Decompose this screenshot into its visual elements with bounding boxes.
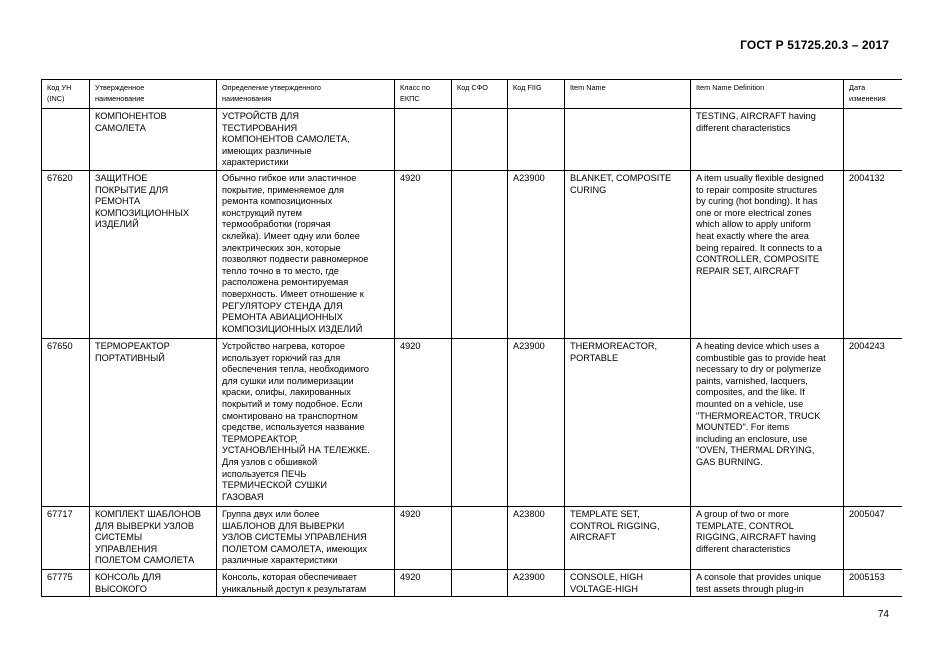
cell-text: КОМПОНЕНТОВ САМОЛЕТА xyxy=(95,111,167,133)
table-row xyxy=(42,170,903,338)
cell-text: ЗАЩИТНОЕ ПОКРЫТИЕ ДЛЯ РЕМОНТА КОМПОЗИЦИОННЫХ ИЗДЕЛИЙ xyxy=(95,172,190,230)
cell-text: 2005153 xyxy=(849,571,885,582)
cell-text: ТЕРМОРЕАКТОР ПОРТАТИВНЫЙ xyxy=(95,340,170,363)
col-header-label: Item Name xyxy=(570,83,606,92)
cell-approved-name xyxy=(90,109,217,171)
cell-sfo-code xyxy=(452,109,508,171)
col-header-label: Определение утвержденного наименования xyxy=(222,83,321,103)
cell-approved-name-definition xyxy=(217,506,395,569)
document-standard-title: ГОСТ Р 51725.20.3 – 2017 xyxy=(740,38,889,52)
cell-text: A23900 xyxy=(513,571,545,582)
cell-text: 67650 xyxy=(47,340,73,351)
cell-text: A23900 xyxy=(513,172,545,183)
col-header-item-name-definition xyxy=(691,80,844,109)
col-header-approved-name-definition xyxy=(217,80,395,109)
cell-text: BLANKET, COMPOSITE CURING xyxy=(570,172,672,195)
cell-ekps-class xyxy=(395,109,452,171)
col-header-sfo-code xyxy=(452,80,508,109)
cell-text: TEMPLATE SET, CONTROL RIGGING, AIRCRAFT xyxy=(570,508,660,543)
catalog-table xyxy=(41,79,902,597)
cell-sfo-code xyxy=(452,506,508,569)
cell-text: 4920 xyxy=(400,172,421,183)
table-row xyxy=(42,506,903,569)
cell-inc xyxy=(42,506,90,569)
cell-item-name xyxy=(565,109,691,171)
cell-inc xyxy=(42,109,90,171)
cell-change-date xyxy=(844,569,903,596)
cell-approved-name xyxy=(90,170,217,338)
cell-text: TESTING, AIRCRAFT having different characteristics xyxy=(696,111,816,133)
cell-item-name-definition xyxy=(691,569,844,596)
cell-inc xyxy=(42,170,90,338)
table-row xyxy=(42,338,903,506)
cell-approved-name-definition xyxy=(217,569,395,596)
cell-text: A group of two or more TEMPLATE, CONTROL RIGGING, AIRCRAFT having different characteristics xyxy=(696,508,816,554)
cell-text: 4920 xyxy=(400,340,421,351)
cell-change-date xyxy=(844,506,903,569)
page-number: 74 xyxy=(877,609,889,620)
cell-text: A heating device which uses a combustible gas to provide heat necessary to dry or polymerize paints, varnished, lacquers, composites, and the like. If mounted on a vehicle, use "THERMOREACTOR, TRUCK MOUNTED". For items including an enclosure, use "OVEN, THERMAL DRYING, GAS BURNING. xyxy=(696,340,826,467)
cell-item-name xyxy=(565,170,691,338)
cell-approved-name xyxy=(90,506,217,569)
col-header-change-date xyxy=(844,80,903,109)
col-header-fiig-code xyxy=(508,80,565,109)
table-row xyxy=(42,569,903,596)
col-header-item-name xyxy=(565,80,691,109)
cell-text: A item usually flexible designed to repair composite structures by curing (hot bonding). It has one or more electrical zones which allow to apply uniform heat exactly where the area being repaired. It connects to a CONTROLLER, COMPOSITE REPAIR SET, AIRCRAFT xyxy=(696,172,824,276)
catalog-table-container xyxy=(41,79,902,597)
cell-ekps-class xyxy=(395,170,452,338)
table-header-row xyxy=(42,80,903,109)
cell-text: A23900 xyxy=(513,340,545,351)
col-header-ekps-class xyxy=(395,80,452,109)
cell-text: УСТРОЙСТВ ДЛЯ ТЕСТИРОВАНИЯ КОМПОНЕНТОВ САМОЛЕТА, имеющих различные характеристики xyxy=(222,111,350,168)
cell-text: КОМПЛЕКТ ШАБЛОНОВ ДЛЯ ВЫВЕРКИ УЗЛОВ СИСТЕМЫ УПРАВЛЕНИЯ ПОЛЕТОМ САМОЛЕТА xyxy=(95,508,201,566)
col-header-label: Код СФО xyxy=(457,83,488,92)
cell-change-date xyxy=(844,170,903,338)
cell-text: Обычно гибкое или эластичное покрытие, применяемое для ремонта композиционных конструкций путем термообработки (горячая склейка). Имеет одну или более электрических зон, которые позволяют подвести равномерное тепло точно в то место, где расположена ремонтируемая поверхность. Имеет отношение к РЕГУЛЯТОРУ СТЕНДА ДЛЯ РЕМОНТА АВИАЦИОННЫХ КОМПОЗИЦИОННЫХ ИЗДЕЛИЙ xyxy=(222,172,369,334)
cell-ekps-class xyxy=(395,569,452,596)
cell-change-date xyxy=(844,109,903,171)
cell-text: Устройство нагрева, которое использует горючий газ для обеспечения тепла, необходимого для сушки или полимеризации краски, олифы, лакированных покрытий и тому подобное. Если смонтировано на транспортном средстве, используется название ТЕРМОРЕАКТОР, УСТАНОВЛЕННЫЙ НА ТЕЛЕЖКЕ. Для узлов с обшивкой используется ПЕЧЬ ТЕРМИЧЕСКОЙ СУШКИ ГАЗОВАЯ xyxy=(222,340,370,502)
cell-fiig-code xyxy=(508,569,565,596)
cell-text: КОНСОЛЬ ДЛЯ ВЫСОКОГО xyxy=(95,571,162,594)
cell-sfo-code xyxy=(452,338,508,506)
col-header-inc xyxy=(42,80,90,109)
col-header-label: Item Name Definition xyxy=(696,83,765,92)
cell-text: Консоль, которая обеспечивает уникальный доступ к результатам xyxy=(222,571,367,594)
cell-text: 2005047 xyxy=(849,508,885,519)
cell-approved-name xyxy=(90,569,217,596)
cell-fiig-code xyxy=(508,506,565,569)
cell-text: 67620 xyxy=(47,172,73,183)
cell-item-name xyxy=(565,506,691,569)
cell-approved-name-definition xyxy=(217,109,395,171)
cell-fiig-code xyxy=(508,170,565,338)
cell-ekps-class xyxy=(395,506,452,569)
cell-text: 67717 xyxy=(47,508,73,519)
cell-text: Группа двух или более ШАБЛОНОВ ДЛЯ ВЫВЕРКИ УЗЛОВ СИСТЕМЫ УПРАВЛЕНИЯ ПОЛЕТОМ САМОЛЕТА, имеющих различные характеристики xyxy=(222,508,368,566)
cell-fiig-code xyxy=(508,338,565,506)
cell-ekps-class xyxy=(395,338,452,506)
cell-sfo-code xyxy=(452,170,508,338)
cell-text: 67775 xyxy=(47,571,73,582)
cell-text: A console that provides unique test assets through plug-in xyxy=(696,571,822,594)
cell-sfo-code xyxy=(452,569,508,596)
cell-item-name-definition xyxy=(691,170,844,338)
cell-inc xyxy=(42,338,90,506)
cell-inc xyxy=(42,569,90,596)
cell-text: CONSOLE, HIGH VOLTAGE-HIGH xyxy=(570,571,644,594)
cell-change-date xyxy=(844,338,903,506)
cell-approved-name-definition xyxy=(217,338,395,506)
cell-fiig-code xyxy=(508,109,565,171)
cell-approved-name xyxy=(90,338,217,506)
cell-text: A23800 xyxy=(513,508,545,519)
cell-text: THERMOREACTOR, PORTABLE xyxy=(570,340,658,363)
cell-approved-name-definition xyxy=(217,170,395,338)
cell-item-name-definition xyxy=(691,506,844,569)
col-header-label: Класс по ЕКПС xyxy=(400,83,430,103)
col-header-label: Дата изменения xyxy=(849,83,886,103)
cell-text: 4920 xyxy=(400,571,421,582)
cell-text: 2004132 xyxy=(849,172,885,183)
col-header-label: Код FIIG xyxy=(513,83,542,92)
col-header-label: Код УН (INC) xyxy=(47,83,72,103)
cell-item-name-definition xyxy=(691,109,844,171)
table-row xyxy=(42,109,903,171)
cell-item-name-definition xyxy=(691,338,844,506)
cell-item-name xyxy=(565,569,691,596)
cell-item-name xyxy=(565,338,691,506)
col-header-label: Утвержденное наименование xyxy=(95,83,145,103)
col-header-approved-name xyxy=(90,80,217,109)
cell-text: 4920 xyxy=(400,508,421,519)
cell-text: 2004243 xyxy=(849,340,885,351)
